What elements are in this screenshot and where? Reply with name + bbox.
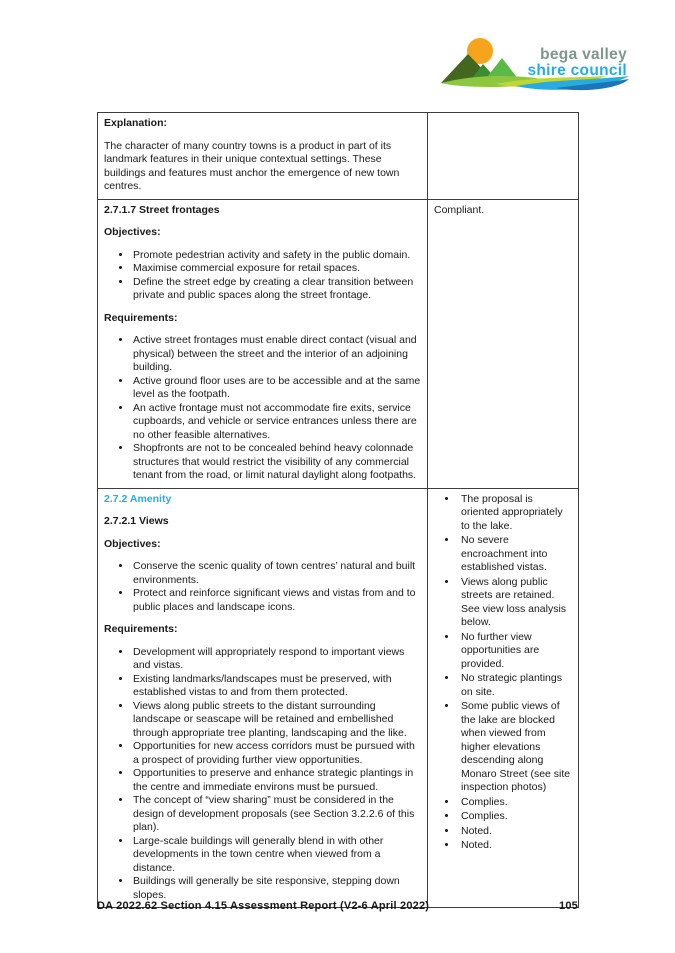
requirements-label: Requirements:	[104, 623, 178, 635]
logo-text-line1: bega valley	[540, 46, 627, 63]
assessment-status: Compliant.	[434, 203, 485, 216]
views-heading: 2.7.2.1 Views	[104, 515, 169, 527]
list-item: • Buildings will generally be site responsive, stepping down slopes.	[132, 875, 421, 902]
list-item: • Existing landmarks/landscapes must be preserved, with established vistas to and from them protected.	[132, 673, 421, 700]
list-item: • Views along public streets to the distant surrounding landscape or seascape will be retained and embellished through appropriate tree planting, landscaping and the like.	[132, 700, 421, 741]
objectives-label: Objectives:	[104, 537, 161, 550]
bega-valley-shire-council-logo	[441, 36, 631, 96]
table-row-explanation	[98, 113, 579, 200]
list-item: • Active ground floor uses are to be accessible and at the same level as the footpath.	[132, 375, 421, 402]
page-number: 105	[559, 900, 578, 912]
list-item: • Promote pedestrian activity and safety in the public domain.	[132, 249, 421, 263]
table-row-street-frontages	[98, 199, 579, 488]
objectives-list	[104, 249, 421, 303]
page-footer	[97, 900, 578, 912]
requirements-list	[104, 646, 421, 903]
street-frontages-heading: 2.7.1.7 Street frontages	[104, 203, 220, 216]
logo-text-line2: shire council	[527, 62, 627, 79]
explanation-body: The character of many country towns is a product in part of its landmark features in their unique contextual settings. These buildings and features must anchor the emergence of new town centres.	[104, 139, 400, 192]
list-item: • Large-scale buildings will generally blend in with other developments in the town centre when viewed from a distance.	[132, 835, 421, 876]
list-item: • No strategic plantings on site.	[458, 672, 572, 699]
list-item: • Active street frontages must enable direct contact (visual and physical) between the street and the interior of an adjoining building.	[132, 334, 421, 375]
list-item: • No further view opportunities are provided.	[458, 631, 572, 672]
assessment-cell-street-frontages	[428, 199, 579, 488]
list-item: • Opportunities for new access corridors must be pursued with a prospect of providing further view opportunities.	[132, 740, 421, 767]
objectives-label: Objectives:	[104, 226, 161, 238]
assessment-table	[97, 112, 579, 908]
list-item: • Define the street edge by creating a clear transition between private and public spaces along the street frontage.	[132, 276, 421, 303]
list-item: • Shopfronts are not to be concealed behind heavy colonnade structures that would restrict the visibility of any commercial tenant from the road, or limit natural daylight along footpaths.	[132, 442, 421, 483]
table-row-amenity-views	[98, 488, 579, 908]
amenity-section-heading: 2.7.2 Amenity	[104, 492, 172, 505]
list-item: • Maximise commercial exposure for retail spaces.	[132, 262, 421, 276]
list-item: • Noted.	[458, 839, 572, 853]
footer-document-title: DA 2022.62 Section 4.15 Assessment Report (V2-6 April 2022)	[97, 900, 430, 912]
list-item: • An active frontage must not accommodate fire exits, service cupboards, and vehicle or service entrances unless there are no other feasible alternatives.	[132, 402, 421, 443]
list-item: • Noted.	[458, 825, 572, 839]
list-item: • Protect and reinforce significant views and vistas from and to public places and landscape icons.	[132, 587, 421, 614]
list-item: • The concept of “view sharing” must be considered in the design of development proposals (see Section 3.2.2.6 of this plan).	[132, 794, 421, 835]
requirements-list	[104, 334, 421, 483]
criteria-cell-explanation	[98, 113, 428, 200]
criteria-cell-street-frontages	[98, 199, 428, 488]
list-item: • No severe encroachment into established vistas.	[458, 534, 572, 575]
list-item: • Views along public streets are retained. See view loss analysis below.	[458, 576, 572, 630]
assessment-cell-empty	[428, 113, 579, 200]
list-item: • Complies.	[458, 810, 572, 824]
list-item: • Some public views of the lake are blocked when viewed from higher elevations descending along Monaro Street (see site inspection photos)	[458, 700, 572, 795]
requirements-label: Requirements:	[104, 311, 178, 324]
criteria-cell-amenity-views	[98, 488, 428, 908]
list-item: • Opportunities to preserve and enhance strategic plantings in the centre and immediate environs must be pursued.	[132, 767, 421, 794]
list-item: • Conserve the scenic quality of town centres’ natural and built environments.	[132, 560, 421, 587]
explanation-heading: Explanation:	[104, 117, 168, 129]
list-item: • The proposal is oriented appropriately to the lake.	[458, 493, 572, 534]
list-item: • Complies.	[458, 796, 572, 810]
assessment-bullet-list	[434, 493, 572, 853]
assessment-cell-amenity-views	[428, 488, 579, 908]
list-item: • Development will appropriately respond to important views and vistas.	[132, 646, 421, 673]
objectives-list	[104, 560, 421, 614]
